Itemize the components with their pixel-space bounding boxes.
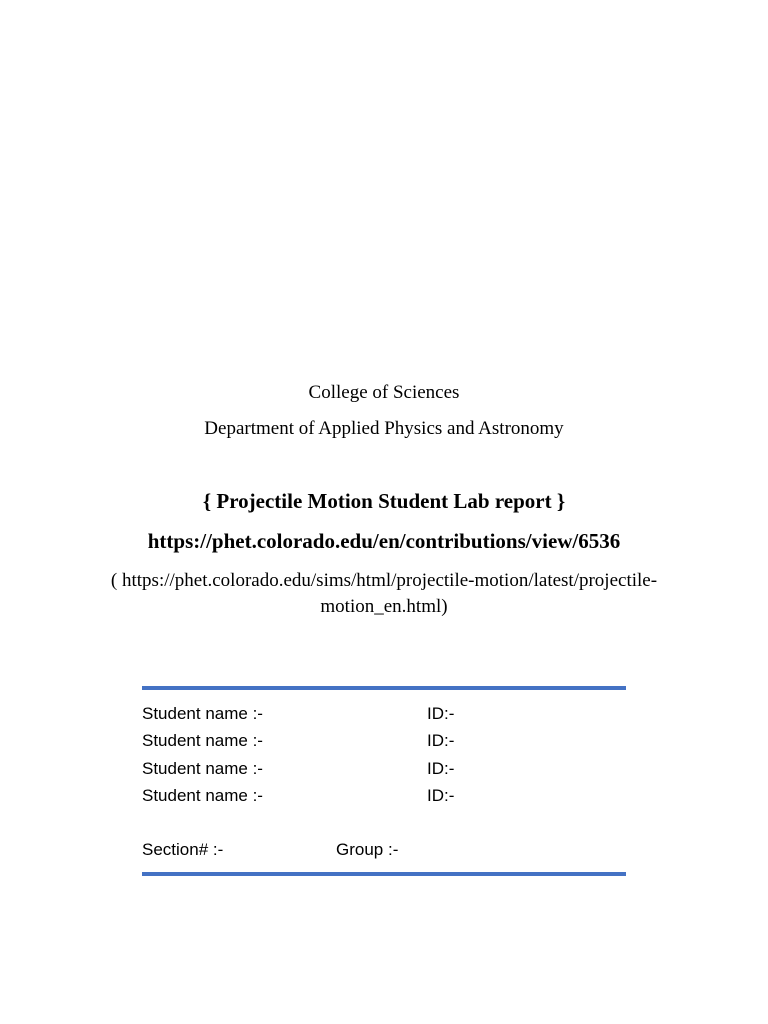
section-label: Section# :- xyxy=(142,840,224,859)
form-bottom-divider xyxy=(142,872,626,876)
student-id-label-3: ID:- xyxy=(427,759,455,778)
student-name-label-2: Student name :- xyxy=(142,731,263,750)
form-top-divider xyxy=(142,686,626,690)
report-title: { Projectile Motion Student Lab report } xyxy=(202,489,566,513)
student-id-label-1: ID:- xyxy=(427,704,455,723)
student-name-label-1: Student name :- xyxy=(142,704,263,723)
student-name-label-4: Student name :- xyxy=(142,786,263,805)
simulation-link[interactable]: ( https://phet.colorado.edu/sims/html/projectile-motion/latest/projectile-motion_en.html) xyxy=(110,570,658,617)
student-id-label-2: ID:- xyxy=(427,731,455,750)
student-name-label-3: Student name :- xyxy=(142,759,263,778)
department-name: Department of Applied Physics and Astronomy xyxy=(204,418,564,439)
group-label: Group :- xyxy=(336,840,399,859)
contribution-link[interactable]: https://phet.colorado.edu/en/contributions/view/6536 xyxy=(147,529,621,553)
student-id-label-4: ID:- xyxy=(427,786,455,805)
college-name: College of Sciences xyxy=(308,382,460,403)
